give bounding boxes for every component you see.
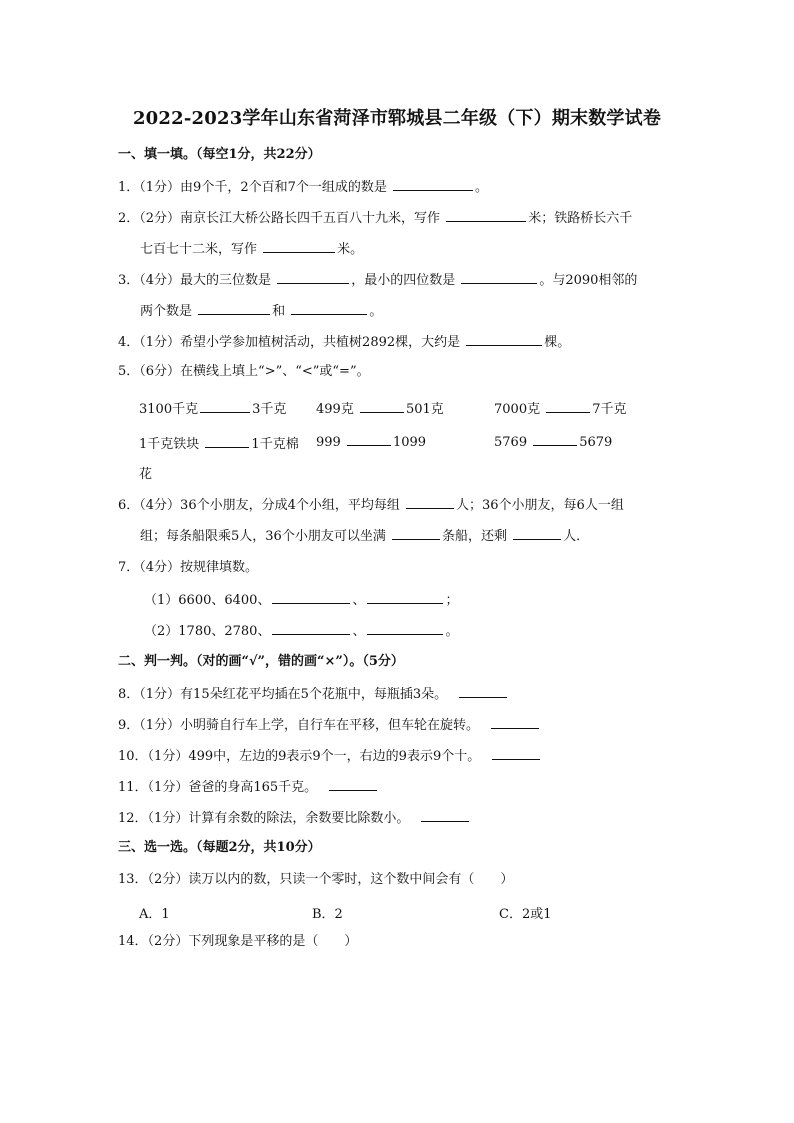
answer-blank[interactable] bbox=[198, 302, 270, 315]
question-1-end: 。 bbox=[475, 180, 489, 195]
question-8 bbox=[118, 685, 509, 703]
question-6-text-b: 人；36个小朋友，每6人一组 bbox=[456, 498, 624, 513]
section-fill-heading: 一、填一填。（每空1分，共22分） bbox=[118, 147, 321, 162]
compare-item bbox=[139, 433, 299, 452]
question-7: 7．（4分）按规律填数。 bbox=[118, 560, 259, 575]
question-10-text: 10．（1分）499中，左边的9表示9个一，右边的9表示9个十。 bbox=[118, 749, 481, 764]
question-9-text: 9．（1分）小明骑自行车上学，自行车在平移，但车轮在旋转。 bbox=[118, 718, 480, 733]
compare-right: 1千克棉 bbox=[251, 437, 299, 452]
question-5: 5．（6分）在横线上填上“>”、“<”或“=”。 bbox=[118, 364, 370, 379]
question-8-text: 8．（1分）有15朵红花平均插在5个花瓶中，每瓶插3朵。 bbox=[118, 687, 448, 702]
compare-item bbox=[316, 433, 426, 450]
separator: 、 bbox=[352, 624, 366, 639]
question-6-text-c: 组；每条船限乘5人，36个小朋友可以坐满 bbox=[140, 529, 386, 544]
question-2 bbox=[118, 209, 632, 227]
compare-left: 3100千克 bbox=[139, 402, 199, 417]
question-3-continued bbox=[140, 302, 382, 320]
answer-blank[interactable] bbox=[367, 591, 443, 604]
compare-left: 5769 bbox=[494, 435, 528, 450]
compare-item bbox=[139, 398, 286, 417]
compare-left: 1千克铁块 bbox=[139, 437, 200, 452]
question-1-text: 1．（1分）由9个千，2个百和7个一组成的数是 bbox=[118, 180, 387, 195]
question-6-text: 6．（4分）36个小朋友，分成4个小组，平均每组 bbox=[118, 498, 400, 513]
option-c[interactable]: C．2或1 bbox=[499, 907, 552, 922]
compare-right: 3千克 bbox=[252, 402, 287, 417]
question-2-text: 2．（2分）南京长江大桥公路长四千五百八十九米，写作 bbox=[118, 211, 441, 226]
question-7-part-2-text: （2）1780、2780、 bbox=[144, 624, 271, 639]
compare-left: 499克 bbox=[316, 402, 354, 417]
answer-blank[interactable] bbox=[446, 209, 526, 222]
question-7-part-1 bbox=[144, 591, 458, 609]
page-title: 2022-2023学年山东省菏泽市郓城县二年级（下）期末数学试卷 bbox=[132, 108, 662, 129]
question-3-text-c: 。与2090相邻的 bbox=[539, 273, 638, 288]
answer-blank[interactable] bbox=[200, 400, 250, 413]
question-3-text-b: ，最小的四位数是 bbox=[351, 273, 456, 288]
compare-wrap-text: 花 bbox=[139, 467, 153, 482]
question-2-text-d: 米。 bbox=[337, 242, 364, 257]
question-3-text: 3．（4分）最大的三位数是 bbox=[118, 273, 272, 288]
answer-blank[interactable] bbox=[406, 496, 454, 509]
answer-blank[interactable] bbox=[461, 271, 537, 284]
compare-right: 5679 bbox=[579, 435, 613, 450]
answer-blank[interactable] bbox=[367, 622, 443, 635]
compare-right: 7千克 bbox=[592, 402, 627, 417]
section-judge-heading: 二、判一判。（对的画“√”，错的画“×”）。（5分） bbox=[118, 654, 404, 669]
answer-blank[interactable] bbox=[272, 622, 350, 635]
compare-item bbox=[494, 433, 612, 450]
answer-blank[interactable] bbox=[291, 302, 367, 315]
compare-right: 501克 bbox=[405, 402, 444, 417]
answer-blank[interactable] bbox=[205, 435, 249, 448]
question-2-text-b: 米；铁路桥长六千 bbox=[528, 211, 633, 226]
answer-blank[interactable] bbox=[491, 716, 539, 729]
compare-left: 7000克 bbox=[494, 402, 541, 417]
question-6-text-e: 人． bbox=[563, 529, 590, 544]
question-13: 13．（2分）读万以内的数，只读一个零时，这个数中间会有（ ） bbox=[118, 872, 514, 887]
answer-blank[interactable] bbox=[466, 333, 542, 346]
answer-blank[interactable] bbox=[492, 747, 540, 760]
compare-item bbox=[494, 398, 627, 417]
question-14: 14．（2分）下列现象是平移的是（ ） bbox=[118, 934, 358, 949]
question-2-continued bbox=[140, 240, 363, 258]
question-3-text-f: 。 bbox=[369, 304, 383, 319]
question-6-continued bbox=[140, 527, 589, 545]
option-a[interactable]: A．1 bbox=[139, 907, 170, 922]
answer-blank[interactable] bbox=[263, 240, 335, 253]
question-12-text: 12．（1分）计算有余数的除法，余数要比除数小。 bbox=[118, 811, 410, 826]
compare-item bbox=[316, 398, 444, 417]
question-10 bbox=[118, 747, 542, 765]
question-7-part-2-end: 。 bbox=[445, 624, 459, 639]
answer-blank[interactable] bbox=[459, 685, 507, 698]
section-choice-heading: 三、选一选。（每题2分，共10分） bbox=[118, 840, 321, 855]
option-b[interactable]: B．2 bbox=[312, 907, 343, 922]
answer-blank[interactable] bbox=[513, 527, 561, 540]
compare-right: 1099 bbox=[392, 435, 427, 450]
answer-blank[interactable] bbox=[329, 778, 377, 791]
question-12 bbox=[118, 809, 471, 827]
compare-left: 999 bbox=[316, 435, 341, 450]
question-3-text-d: 两个数是 bbox=[140, 304, 193, 319]
question-7-part-1-end: ； bbox=[445, 593, 459, 608]
question-4-text: 4．（1分）希望小学参加植树活动，共植树2892棵，大约是 bbox=[118, 335, 461, 350]
question-6-text-d: 条船，还剩 bbox=[441, 529, 507, 544]
answer-blank[interactable] bbox=[277, 271, 349, 284]
answer-blank[interactable] bbox=[546, 400, 590, 413]
question-1 bbox=[118, 178, 488, 196]
answer-blank[interactable] bbox=[393, 178, 473, 191]
question-11 bbox=[118, 778, 379, 796]
question-7-part-2 bbox=[144, 622, 458, 640]
answer-blank[interactable] bbox=[360, 400, 404, 413]
question-4-end: 棵。 bbox=[544, 335, 571, 350]
question-3 bbox=[118, 271, 637, 289]
question-6 bbox=[118, 496, 624, 514]
answer-blank[interactable] bbox=[392, 527, 440, 540]
question-4 bbox=[118, 333, 570, 351]
question-9 bbox=[118, 716, 541, 734]
answer-blank[interactable] bbox=[421, 809, 469, 822]
answer-blank[interactable] bbox=[347, 433, 391, 446]
answer-blank[interactable] bbox=[272, 591, 350, 604]
question-3-text-e: 和 bbox=[272, 304, 286, 319]
question-2-text-c: 七百七十二米，写作 bbox=[140, 242, 258, 257]
question-7-part-1-text: （1）6600、6400、 bbox=[144, 593, 271, 608]
question-11-text: 11．（1分）爸爸的身高165千克。 bbox=[118, 780, 318, 795]
answer-blank[interactable] bbox=[533, 433, 577, 446]
separator: 、 bbox=[352, 593, 366, 608]
